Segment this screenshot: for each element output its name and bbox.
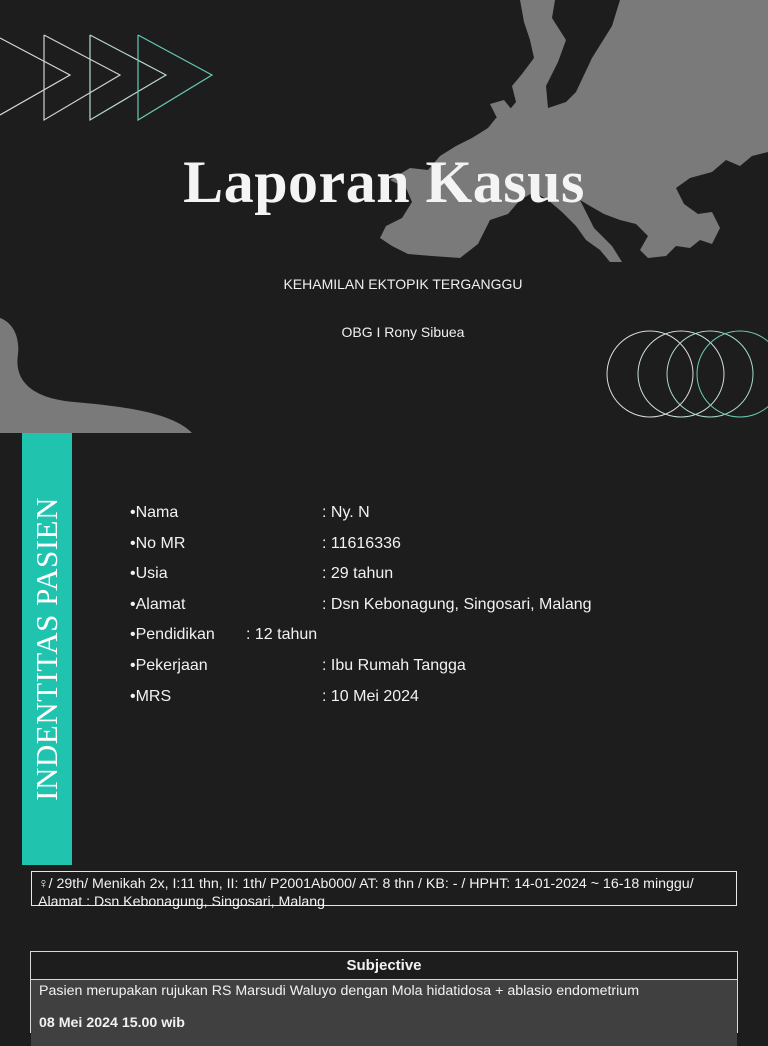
slide-title: Laporan Kasus: [183, 149, 585, 215]
circles-decoration: [604, 328, 768, 422]
field-value: : 12 tahun: [246, 626, 318, 644]
subjective-date: 08 Mei 2024 15.00 wib: [39, 1015, 185, 1031]
subjective-table: [30, 951, 738, 1033]
field-label: •Usia: [130, 565, 168, 583]
triangle-arrows-decoration: [0, 30, 220, 126]
field-label: •Pendidikan: [130, 626, 215, 644]
section-side-label: INDENTITAS PASIEN: [29, 497, 64, 801]
patient-summary-box: ♀/ 29th/ Menikah 2x, I:11 thn, II: 1th/ P2001Ab000/ AT: 8 thn / KB: - / HPHT: 14-01-2024 ~ 16-18 minggu/ Alamat : Dsn Kebonagung, Singosari, Malang: [31, 871, 737, 906]
field-label: •Pekerjaan: [130, 656, 208, 674]
subjective-header: Subjective: [31, 952, 737, 980]
field-value: : Ibu Rumah Tangga: [322, 656, 466, 674]
field-value: : 10 Mei 2024: [322, 687, 419, 705]
field-value: : 29 tahun: [322, 565, 394, 583]
slide-subtitle: KEHAMILAN EKTOPIK TERGANGGU: [283, 276, 523, 292]
field-value: : Dsn Kebonagung, Singosari, Malang: [322, 595, 592, 613]
field-label: •Nama: [130, 504, 179, 521]
field-value: : Ny. N: [322, 504, 370, 521]
field-label: •Alamat: [130, 595, 186, 613]
subjective-text: Pasien merupakan rujukan RS Marsudi Waluyo dengan Mola hidatidosa + ablasio endometrium: [39, 983, 640, 999]
field-label: •MRS: [130, 687, 172, 705]
slide-author: OBG I Rony Sibuea: [341, 324, 465, 340]
field-label: •No MR: [130, 534, 186, 552]
field-value: : 11616336: [322, 534, 401, 552]
subjective-body: [31, 980, 737, 1046]
